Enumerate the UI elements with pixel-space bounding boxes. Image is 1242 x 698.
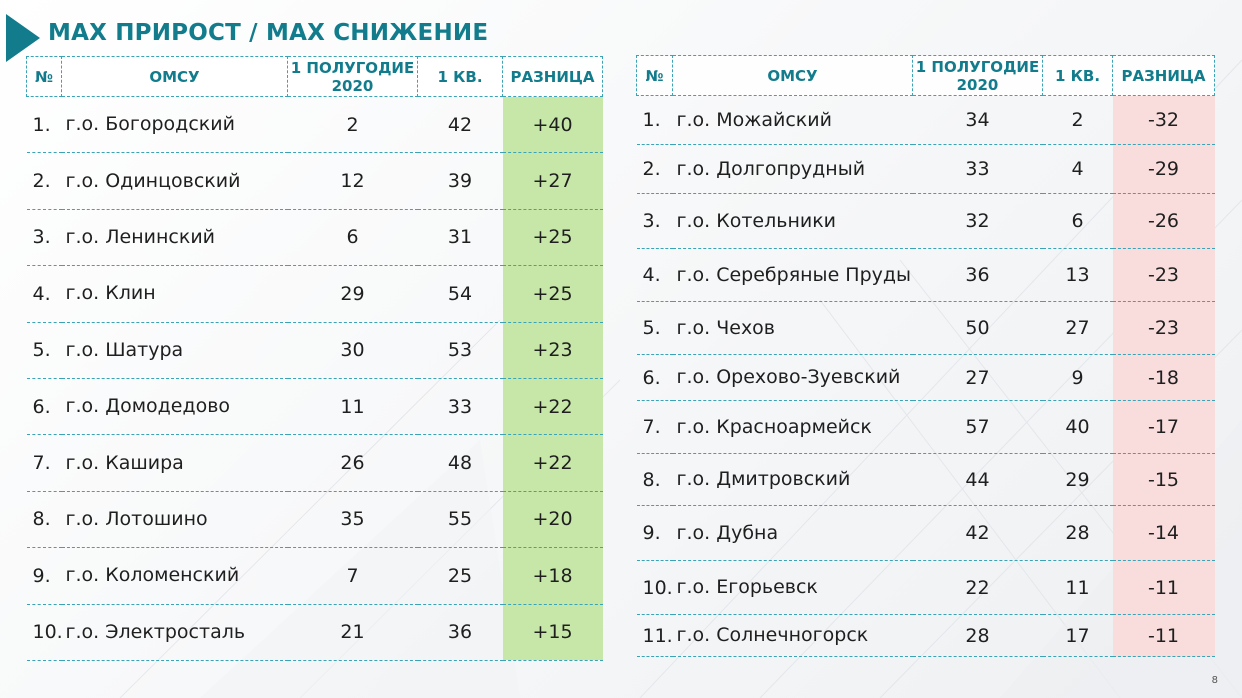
row-number: 4. [637,249,673,302]
value-q1: 25 [418,548,503,604]
table-row [637,96,1215,145]
value-diff: +15 [503,604,603,660]
value-h1-2020: 27 [913,355,1043,401]
table-row [637,249,1215,302]
value-q1: 27 [1043,302,1113,355]
decline-rows [637,96,1215,657]
growth-table [26,56,603,661]
table-row [27,604,603,660]
row-number: 2. [27,153,62,209]
table-row [27,491,603,547]
omsu-name: г.о. Дубна [673,506,913,561]
value-q1: 48 [418,435,503,491]
row-number: 10. [637,561,673,615]
row-number: 5. [27,322,62,378]
omsu-name: г.о. Ленинский [62,209,288,265]
table-row [27,266,603,322]
page-title: МАХ ПРИРОСТ / МАХ СНИЖЕНИЕ [48,20,489,46]
value-diff: -26 [1113,194,1215,249]
header-omsu: ОМСУ [673,56,913,96]
omsu-name: г.о. Егорьевск [673,561,913,615]
value-h1-2020: 2 [288,97,418,153]
value-h1-2020: 34 [913,96,1043,145]
value-h1-2020: 32 [913,194,1043,249]
omsu-name: г.о. Клин [62,266,288,322]
header-q1: 1 КВ. [418,57,503,97]
row-number: 1. [27,97,62,153]
omsu-name: г.о. Электросталь [62,604,288,660]
value-h1-2020: 57 [913,401,1043,454]
value-diff: -32 [1113,96,1215,145]
header-num: № [637,56,673,96]
omsu-name: г.о. Лотошино [62,491,288,547]
value-h1-2020: 26 [288,435,418,491]
value-q1: 54 [418,266,503,322]
value-diff: -18 [1113,355,1215,401]
table-row [637,355,1215,401]
table-row [27,153,603,209]
omsu-name: г.о. Одинцовский [62,153,288,209]
omsu-name: г.о. Чехов [673,302,913,355]
table-row [637,302,1215,355]
row-number: 1. [637,96,673,145]
value-h1-2020: 21 [288,604,418,660]
slide-header [0,8,700,58]
value-diff: +40 [503,97,603,153]
header-diff: РАЗНИЦА [503,57,603,97]
value-q1: 36 [418,604,503,660]
row-number: 8. [637,454,673,506]
table-header-row [27,57,603,97]
omsu-name: г.о. Богородский [62,97,288,153]
omsu-name: г.о. Дмитровский [673,454,913,506]
row-number: 11. [637,615,673,657]
table-row [637,401,1215,454]
table-row [637,615,1215,657]
row-number: 6. [637,355,673,401]
value-h1-2020: 29 [288,266,418,322]
table-row [637,194,1215,249]
omsu-name: г.о. Котельники [673,194,913,249]
value-q1: 2 [1043,96,1113,145]
row-number: 10. [27,604,62,660]
omsu-name: г.о. Серебряные Пруды [673,249,913,302]
value-diff: -17 [1113,401,1215,454]
value-q1: 39 [418,153,503,209]
omsu-name: г.о. Орехово-Зуевский [673,355,913,401]
value-q1: 55 [418,491,503,547]
table-row [27,548,603,604]
value-h1-2020: 22 [913,561,1043,615]
row-number: 4. [27,266,62,322]
omsu-name: г.о. Долгопрудный [673,145,913,194]
value-diff: -23 [1113,249,1215,302]
value-h1-2020: 36 [913,249,1043,302]
value-h1-2020: 44 [913,454,1043,506]
value-q1: 6 [1043,194,1113,249]
value-h1-2020: 30 [288,322,418,378]
table-row [637,145,1215,194]
row-number: 9. [637,506,673,561]
header-num: № [27,57,62,97]
row-number: 5. [637,302,673,355]
value-q1: 29 [1043,454,1113,506]
row-number: 7. [27,435,62,491]
value-q1: 31 [418,209,503,265]
value-h1-2020: 6 [288,209,418,265]
row-number: 7. [637,401,673,454]
value-diff: +25 [503,209,603,265]
value-diff: -11 [1113,615,1215,657]
row-number: 3. [27,209,62,265]
omsu-name: г.о. Домодедово [62,378,288,434]
value-h1-2020: 33 [913,145,1043,194]
value-h1-2020: 12 [288,153,418,209]
table-header-row [637,56,1215,96]
value-q1: 4 [1043,145,1113,194]
value-diff: -15 [1113,454,1215,506]
table-row [27,97,603,153]
value-q1: 13 [1043,249,1113,302]
title-arrow-icon [6,14,40,62]
value-diff: +18 [503,548,603,604]
table-row [27,435,603,491]
value-q1: 11 [1043,561,1113,615]
header-diff: РАЗНИЦА [1113,56,1215,96]
table-row [27,322,603,378]
omsu-name: г.о. Шатура [62,322,288,378]
value-h1-2020: 28 [913,615,1043,657]
table-row [27,378,603,434]
omsu-name: г.о. Кашира [62,435,288,491]
header-omsu: ОМСУ [62,57,288,97]
table-row [637,506,1215,561]
row-number: 8. [27,491,62,547]
value-diff: -11 [1113,561,1215,615]
value-h1-2020: 35 [288,491,418,547]
growth-rows [27,97,603,661]
value-diff: +25 [503,266,603,322]
row-number: 2. [637,145,673,194]
row-number: 6. [27,378,62,434]
value-q1: 17 [1043,615,1113,657]
value-q1: 28 [1043,506,1113,561]
value-q1: 53 [418,322,503,378]
value-h1-2020: 50 [913,302,1043,355]
row-number: 9. [27,548,62,604]
omsu-name: г.о. Коломенский [62,548,288,604]
page-number: 8 [1211,675,1218,686]
value-diff: +22 [503,378,603,434]
value-q1: 42 [418,97,503,153]
omsu-name: г.о. Красноармейск [673,401,913,454]
value-diff: -23 [1113,302,1215,355]
value-h1-2020: 7 [288,548,418,604]
decline-table [636,55,1215,657]
value-q1: 40 [1043,401,1113,454]
value-h1-2020: 42 [913,506,1043,561]
header-q1: 1 КВ. [1043,56,1113,96]
value-diff: +23 [503,322,603,378]
omsu-name: г.о. Солнечногорск [673,615,913,657]
omsu-name: г.о. Можайский [673,96,913,145]
header-h1-2020: 1 ПОЛУГОДИЕ 2020 [913,56,1043,96]
value-h1-2020: 11 [288,378,418,434]
value-diff: +22 [503,435,603,491]
value-q1: 9 [1043,355,1113,401]
value-diff: +20 [503,491,603,547]
table-row [27,209,603,265]
value-diff: +27 [503,153,603,209]
header-h1-2020: 1 ПОЛУГОДИЕ 2020 [288,57,418,97]
table-row [637,454,1215,506]
row-number: 3. [637,194,673,249]
table-row [637,561,1215,615]
value-q1: 33 [418,378,503,434]
value-diff: -14 [1113,506,1215,561]
value-diff: -29 [1113,145,1215,194]
